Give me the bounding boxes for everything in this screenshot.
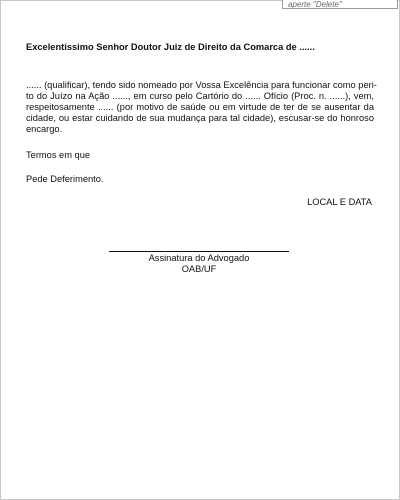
body-line: ...... (qualificar), tendo sido nomeado por Vossa Excelência para funcionar como peri- xyxy=(26,80,377,90)
body-line: cidade, ou estar cuidando de sua mudança para tal cidade), escusar-se do honroso xyxy=(26,113,374,123)
closing-phrase: Termos em que xyxy=(26,150,91,160)
signature-oab-label: OAB/UF xyxy=(181,264,217,274)
signature-line xyxy=(109,251,289,252)
document-heading: Excelentíssimo Senhor Doutor Juiz de Direito da Comarca de ...... xyxy=(26,42,315,52)
place-and-date: LOCAL E DATA xyxy=(307,197,372,207)
signature-label: Assinatura do Advogado xyxy=(148,253,250,263)
request-phrase: Pede Deferimento. xyxy=(26,174,104,184)
document-body xyxy=(26,80,377,135)
body-line: respeitosamente ...... (por motivo de saúde ou em virtude de ter de se ausentar da xyxy=(26,102,374,112)
body-line: to do Juízo na Ação ......, em curso pelo Cartório do ...... Ofício (Proc. n. ......), vem, xyxy=(26,91,374,101)
body-line: encargo. xyxy=(26,124,63,134)
delete-hint-label: aperte "Delete" xyxy=(282,0,398,9)
